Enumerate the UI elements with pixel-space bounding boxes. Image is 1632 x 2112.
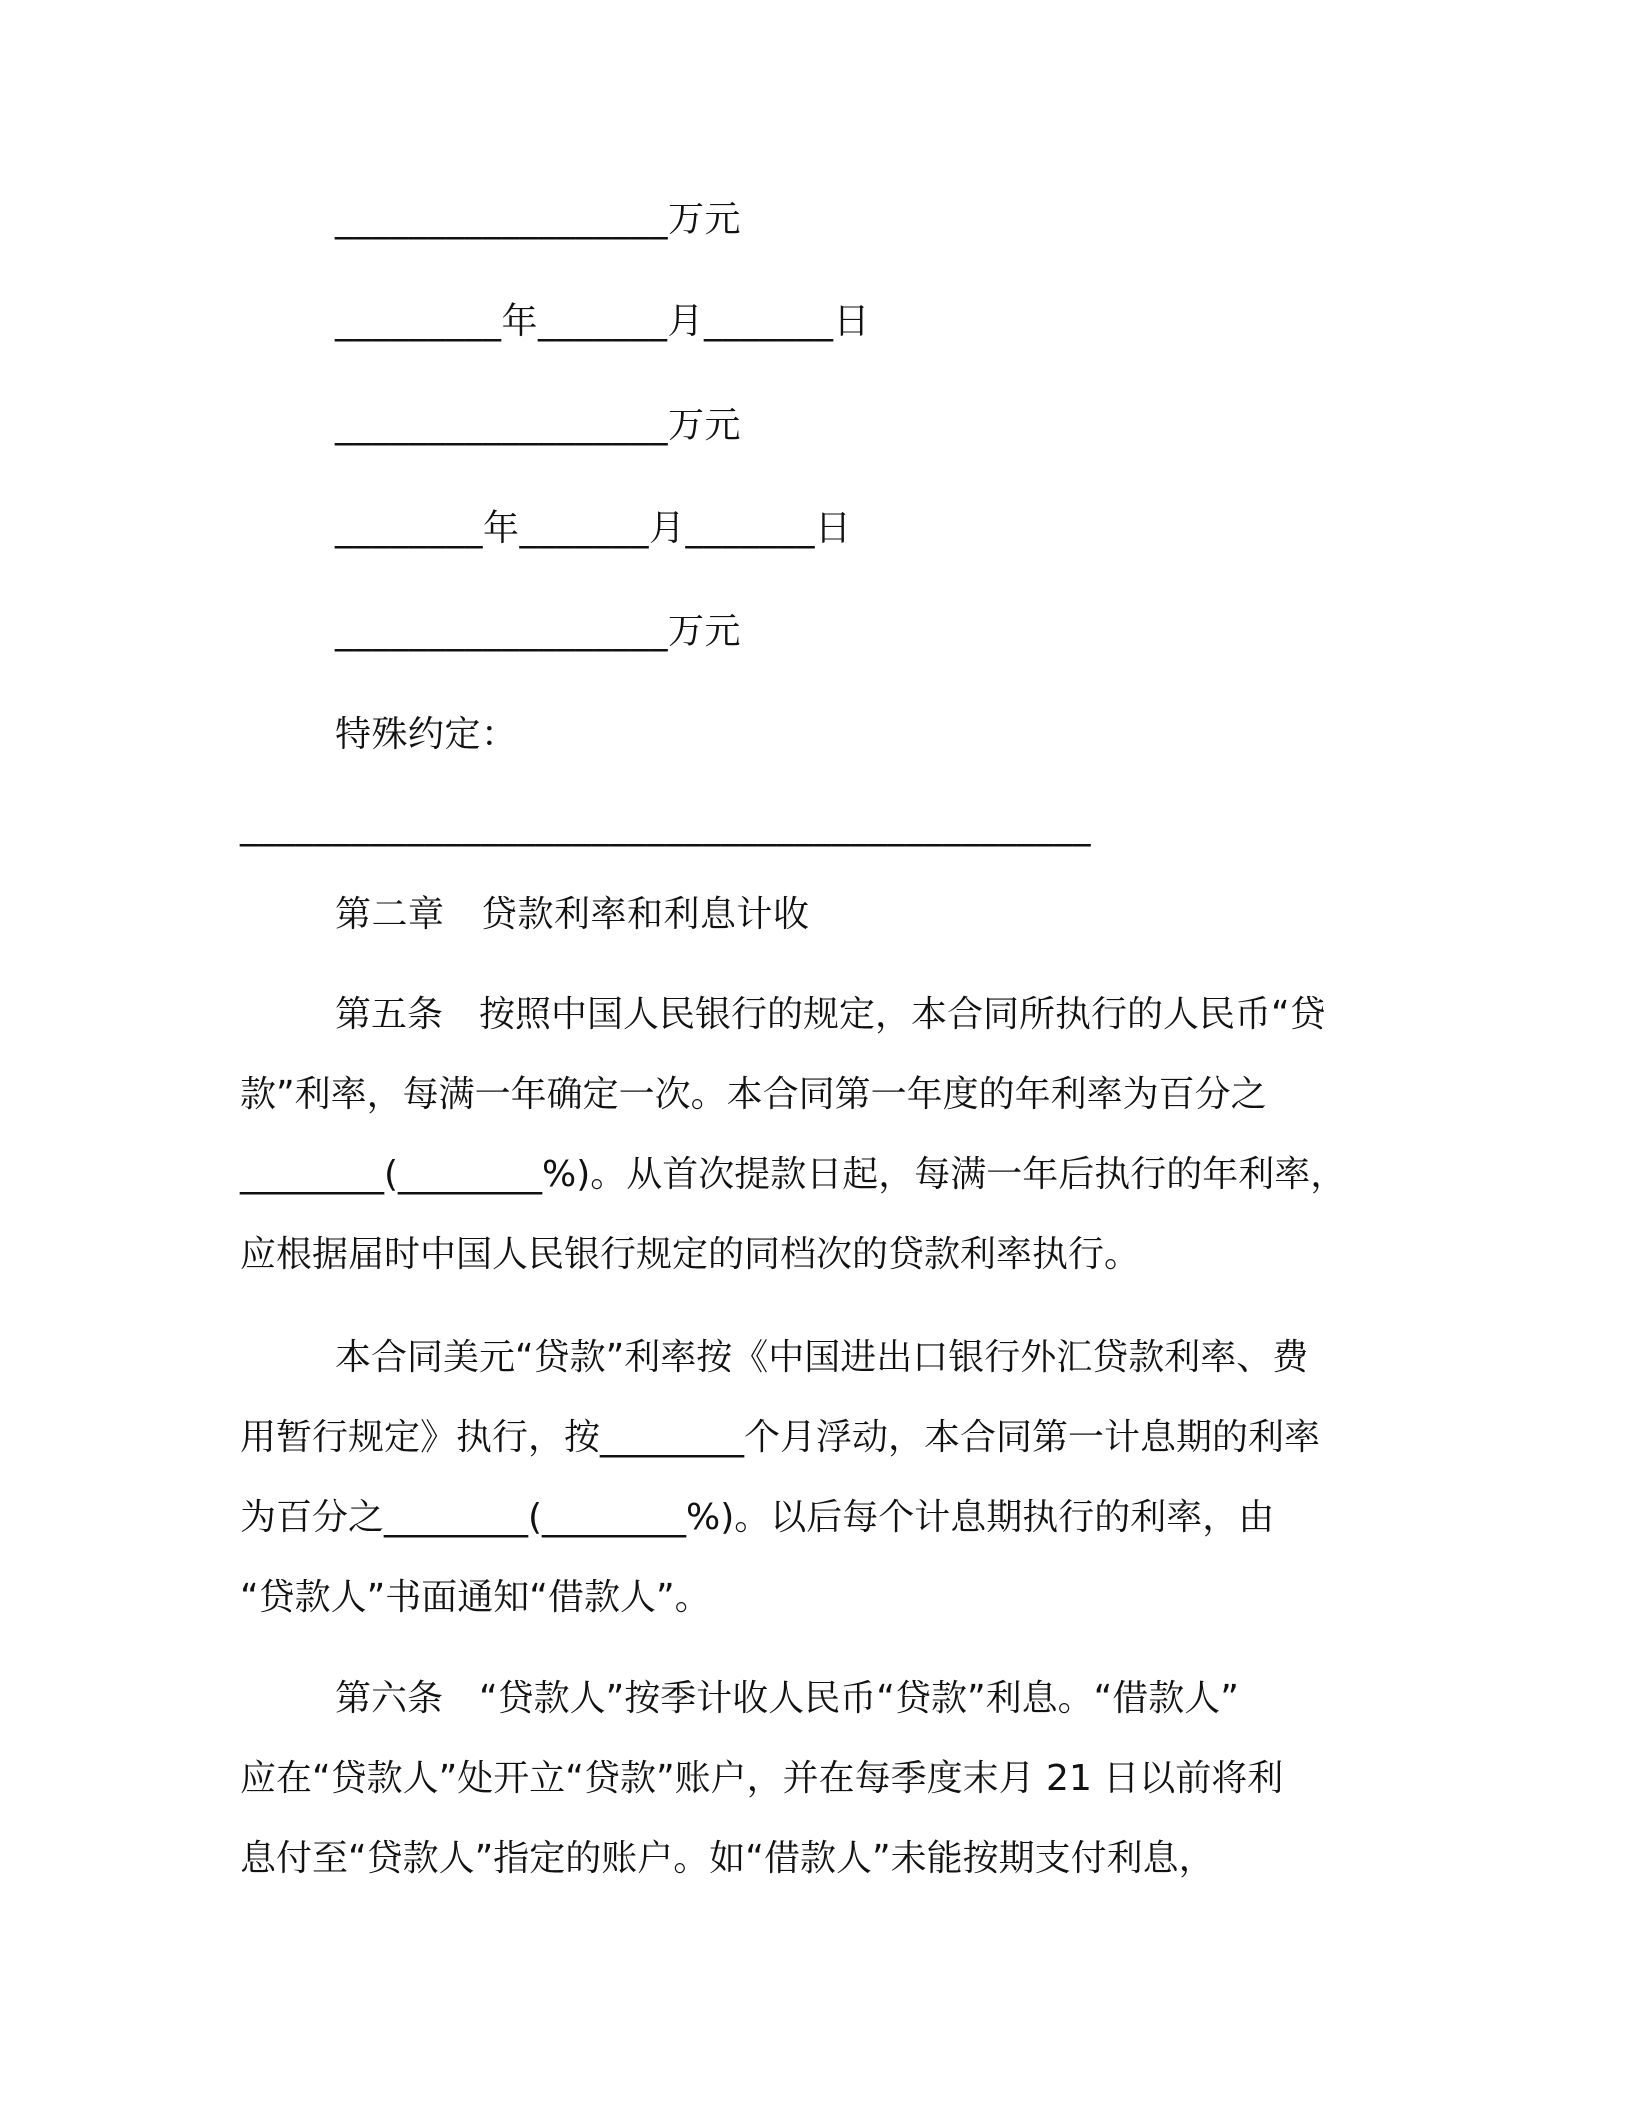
amount-blank-1: __________________万元 (335, 199, 742, 240)
usd-rate-line: 用暂行规定》执行，按________个月浮动，本合同第一计息期的利率 (240, 1417, 1321, 1458)
article-5-line: 款”利率，每满一年确定一次。本合同第一年度的年利率为百分之 (240, 1074, 1267, 1115)
usd-rate-line: “贷款人”书面通知“借款人”。 (240, 1577, 711, 1618)
chapter-title: 第二章 贷款利率和利息计收 (335, 894, 810, 935)
article-5-line: 第五条 按照中国人民银行的规定，本合同所执行的人民币“贷 (335, 994, 1326, 1035)
article-5-line: ________(________%)。从首次提款日起，每满一年后执行的年利率， (240, 1154, 1347, 1195)
article-6-line: 息付至“贷款人”指定的账户。如“借款人”未能按期支付利息， (240, 1838, 1215, 1879)
special-agreement-label: 特殊约定： (335, 714, 518, 755)
article-6-paragraph (240, 1659, 1400, 1899)
article-5-line: 应根据届时中国人民银行规定的同档次的贷款利率执行。 (240, 1234, 1141, 1275)
special-agreement-blank: ______________________________________________ (240, 806, 1091, 847)
article-6-line: 第六条 “贷款人”按季计收人民币“贷款”利息。“借款人” (335, 1678, 1239, 1719)
usd-rate-line: 为百分之________(________%)。以后每个计息期执行的利率，由 (240, 1497, 1275, 1538)
amount-blank-2: __________________万元 (335, 405, 742, 446)
amount-blank-3: __________________万元 (335, 611, 742, 652)
article-6-line: 应在“贷款人”处开立“贷款”账户，并在每季度末月 21 日以前将利 (240, 1758, 1284, 1799)
usd-rate-paragraph (240, 1318, 1400, 1638)
date-blank-1: _________年_______月_______日 (335, 301, 870, 342)
article-5-paragraph (240, 975, 1400, 1295)
usd-rate-line: 本合同美元“贷款”利率按《中国进出口银行外汇贷款利率、费 (335, 1337, 1309, 1378)
date-blank-2: ________年_______月_______日 (335, 508, 852, 549)
